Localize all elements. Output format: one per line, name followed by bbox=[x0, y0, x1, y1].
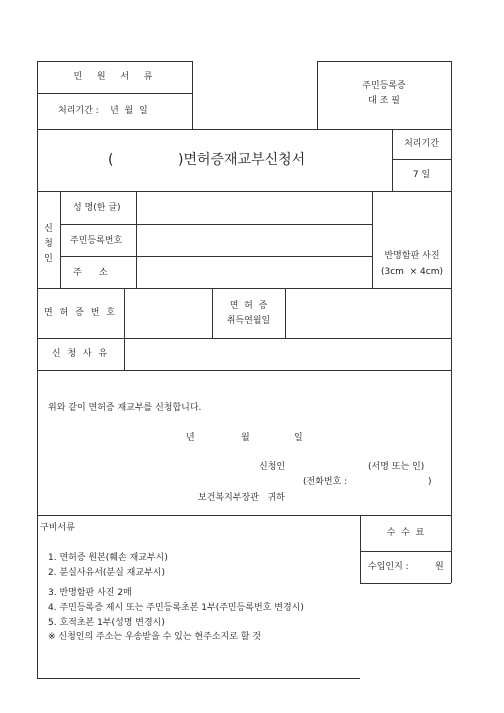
declaration-bottom-line bbox=[37, 515, 451, 516]
declaration-statement: 위와 같이 면허증 재교부를 신청합니다. bbox=[48, 403, 202, 413]
documents-header: 구비서류 bbox=[40, 523, 75, 533]
date-day: 일 bbox=[294, 433, 303, 443]
documents-left-line bbox=[37, 515, 38, 679]
phone-label: (전화번호 : bbox=[303, 477, 348, 487]
fee-divider bbox=[360, 515, 361, 583]
header-top-line bbox=[37, 61, 192, 62]
signature-label: (서명 또는 인) bbox=[368, 462, 425, 472]
address-label: 주 소 bbox=[73, 268, 108, 278]
period-value: 7 일 bbox=[412, 170, 431, 180]
license-no-field[interactable] bbox=[125, 289, 211, 337]
acquired-date-field[interactable] bbox=[286, 289, 450, 337]
resident-no-field[interactable] bbox=[137, 225, 371, 255]
name-label: 성 명(한 글) bbox=[73, 203, 121, 213]
applicant-section-label: 신 청 인 bbox=[44, 224, 53, 264]
processing-period-label: 처리기간 : 년 월 일 bbox=[58, 106, 148, 116]
document-item-2: 2. 분실사유서(분실 재교부시) bbox=[48, 568, 165, 578]
address-field[interactable] bbox=[137, 257, 371, 287]
reason-label: 신 청 사 유 bbox=[51, 349, 110, 359]
id-check-right-line bbox=[451, 61, 452, 129]
reason-field[interactable] bbox=[125, 339, 450, 369]
form-right-line bbox=[451, 129, 452, 516]
document-item-3: 3. 반명함판 사진 2매 bbox=[48, 588, 132, 598]
documents-note: ※ 신청인의 주소는 우송받을 수 있는 현주소지로 할 것 bbox=[48, 632, 262, 642]
document-item-4: 4. 주민등록증 제시 또는 주민등록초본 1부(주민등록번호 변경시) bbox=[48, 603, 304, 613]
form-left-line bbox=[37, 129, 38, 516]
recipient: 보건복지부장관 귀하 bbox=[198, 493, 285, 503]
documents-bottom-line bbox=[37, 678, 360, 679]
period-header: 처리기간 bbox=[404, 139, 439, 149]
date-month: 월 bbox=[241, 433, 250, 443]
doc-type-label: 민 원 서 류 bbox=[73, 72, 156, 82]
acquired-left-divider bbox=[212, 288, 213, 338]
fee-label: 수 수 료 bbox=[386, 528, 425, 538]
form-title: )면허증재교부신청서 bbox=[178, 152, 306, 168]
acquired-label-2: 취득연월일 bbox=[226, 316, 271, 326]
stamp-unit: 원 bbox=[435, 562, 444, 572]
name-field[interactable] bbox=[137, 192, 371, 223]
id-check-label: 주민등록증 bbox=[362, 81, 406, 91]
fee-mid-line bbox=[360, 551, 451, 552]
resident-no-label: 주민등록번호 bbox=[70, 236, 123, 246]
document-item-5: 5. 호적초본 1부(성명 변경시) bbox=[48, 618, 165, 628]
acquired-label: 면 허 증 bbox=[229, 301, 268, 311]
header-right-line bbox=[192, 61, 193, 129]
form-top-line bbox=[37, 129, 451, 130]
fee-bottom-line bbox=[360, 583, 451, 584]
period-divider bbox=[392, 159, 451, 160]
license-no-label: 면 허 증 번 호 bbox=[44, 308, 117, 318]
applicant-signature-label: 신청인 bbox=[259, 462, 286, 472]
header-mid-line bbox=[37, 93, 192, 94]
id-check-left-line bbox=[317, 61, 318, 129]
applicant-label-divider bbox=[60, 191, 61, 288]
photo-size: (3cm × 4cm) bbox=[380, 267, 444, 277]
date-year: 년 bbox=[186, 433, 195, 443]
photo-label: 반명함판 사진 bbox=[384, 251, 440, 261]
fee-right-line bbox=[451, 515, 452, 583]
title-open-paren: ( bbox=[108, 152, 114, 168]
phone-close: ) bbox=[428, 477, 432, 487]
id-check-label-2: 대 조 필 bbox=[368, 96, 400, 106]
id-check-top-line bbox=[317, 61, 451, 62]
stamp-label: 수입인지 : bbox=[368, 562, 409, 572]
reason-bottom-line bbox=[37, 370, 451, 371]
document-item-1: 1. 면허증 원본(훼손 재교부시) bbox=[48, 553, 168, 563]
